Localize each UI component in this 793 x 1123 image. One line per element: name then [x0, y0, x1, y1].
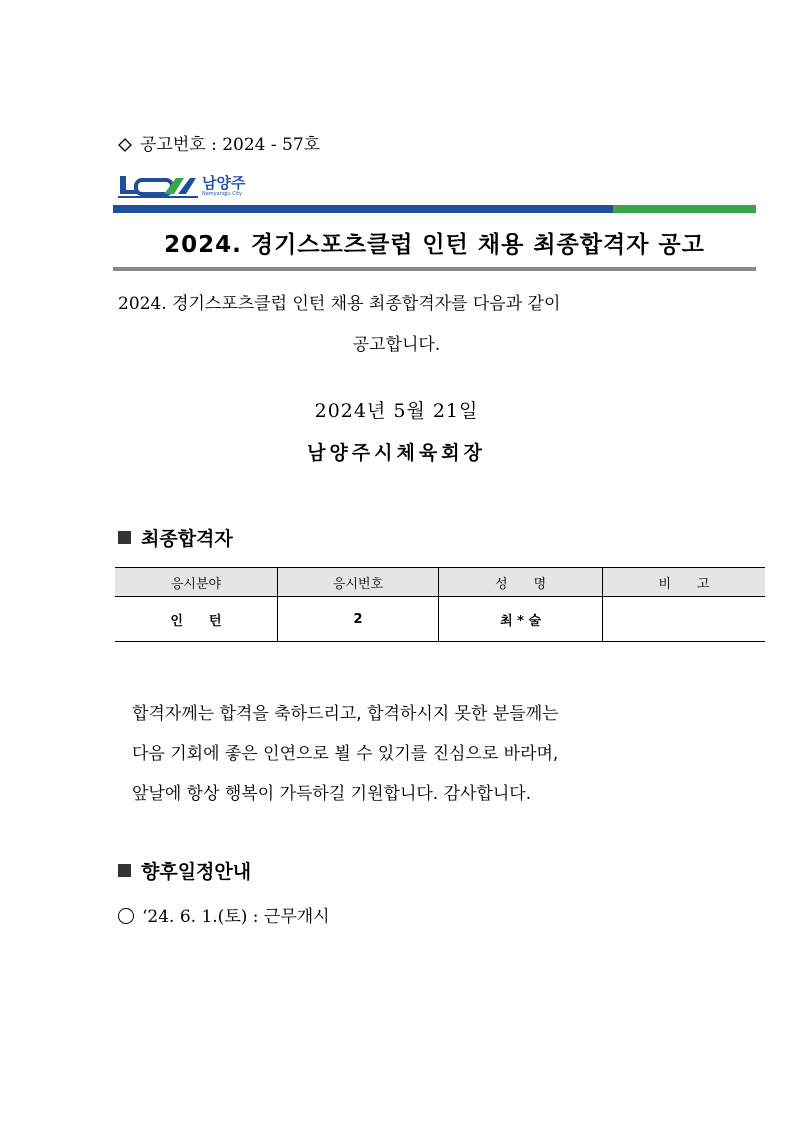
issuer: 남양주시체육회장	[307, 442, 486, 464]
circle-bullet-icon	[118, 908, 134, 924]
square-bullet-icon	[118, 864, 131, 877]
schedule-item	[118, 902, 330, 927]
header-field: 응시분야	[115, 568, 277, 597]
section-heading-final-passers	[118, 524, 233, 551]
intro-line-1: 2024. 경기스포츠클럽 인턴 채용 최종합격자를 다음과 같이	[118, 294, 561, 314]
cell-number: 2	[277, 597, 438, 642]
closing-line-2: 다음 기회에 좋은 인연으로 뵐 수 있기를 진심으로 바라며,	[132, 744, 559, 764]
passers-table	[115, 567, 765, 642]
logo-name: 남양주	[202, 174, 246, 192]
cell-name: 최 * 술	[439, 597, 603, 642]
diamond-icon	[118, 137, 132, 151]
notice-number	[118, 130, 320, 155]
cell-note	[603, 597, 765, 642]
square-bullet-icon	[118, 531, 131, 544]
namyangju-logo	[118, 172, 258, 202]
table-row	[115, 597, 765, 642]
title-divider	[113, 267, 756, 271]
closing-line-1: 합격자께는 합격을 축하드리고, 합격하시지 못한 분들께는	[132, 704, 559, 724]
notice-number-text: 공고번호 : 2024 - 57호	[140, 135, 321, 155]
header-note: 비 고	[603, 568, 765, 597]
page-title: 2024. 경기스포츠클럽 인턴 채용 최종합격자 공고	[164, 232, 705, 258]
section-heading-text: 최종합격자	[141, 528, 233, 550]
cell-field: 인 턴	[115, 597, 277, 642]
table-header-row	[115, 568, 765, 597]
header-number: 응시번호	[277, 568, 438, 597]
closing-line-3: 앞날에 항상 행복이 가득하길 기원합니다. 감사합니다.	[132, 784, 532, 804]
announcement-date: 2024년 5월 21일	[314, 400, 479, 422]
logo-subtitle: Namyangju City	[202, 191, 242, 197]
logo-mark-icon	[118, 172, 198, 202]
section-heading-schedule	[118, 857, 251, 884]
header-bar-green	[613, 205, 756, 213]
intro-line-2: 공고합니다.	[352, 335, 441, 355]
section-heading-text: 향후일정안내	[141, 861, 252, 883]
header-bar-blue	[113, 205, 613, 213]
header-name: 성 명	[439, 568, 603, 597]
schedule-item-text: ‘24. 6. 1.(토) : 근무개시	[142, 907, 330, 927]
